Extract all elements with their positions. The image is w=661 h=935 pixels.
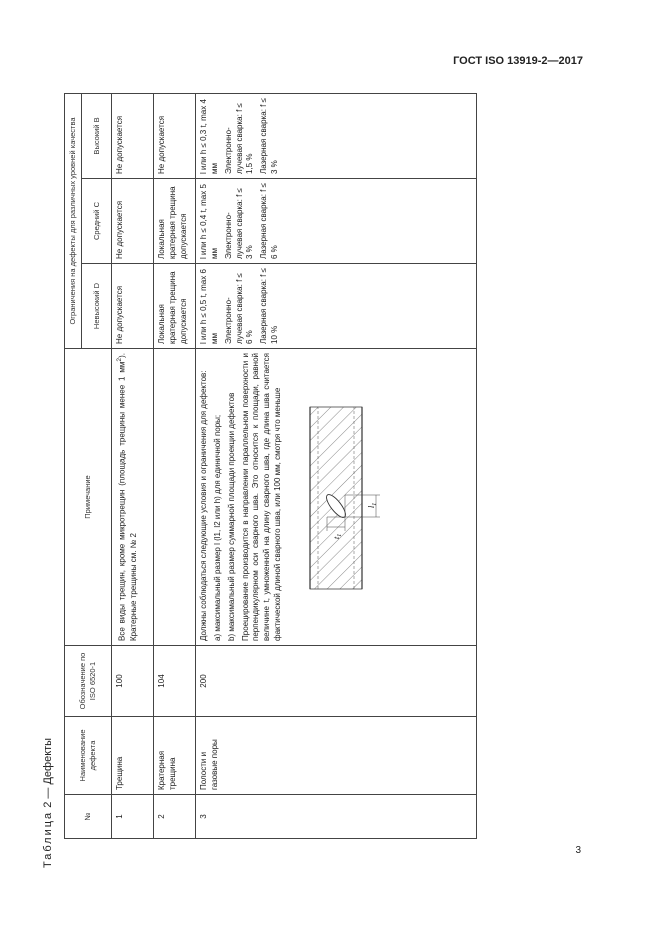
note-paragraph: a) максимальный размер l (l1, l2 или h) для единичной поры; xyxy=(212,414,222,641)
limit-line: Электронно-лучевая сварка: f ≤ 1,5 % xyxy=(223,103,255,174)
limit-d: Не допускается xyxy=(112,264,154,349)
limit-line: l или h ≤ 0,4 t, max 5 мм xyxy=(199,184,219,259)
limit-line: Лазерная сварка: f ≤ 3 % xyxy=(259,98,279,174)
defects-table-rotated xyxy=(64,94,477,839)
header-level-b: Высокий B xyxy=(82,93,112,178)
caption-prefix: Таблица xyxy=(42,810,54,868)
label-l: $l_1$ xyxy=(366,502,378,508)
note-text-b: ). Кратерные трещины см. № 2 xyxy=(117,353,138,641)
defect-name: Трещина xyxy=(112,717,154,795)
limit-line: Лазерная сварка: f ≤ 10 % xyxy=(259,268,279,344)
limit-line: l или h ≤ 0,3 t, max 4 мм xyxy=(199,99,219,174)
header-defect-name: Наименование дефекта xyxy=(65,717,112,795)
table-row xyxy=(112,93,154,838)
header-iso-ref: Обозначение по ISO 6520-1 xyxy=(65,646,112,717)
limit-d: Локальная кратерная трещина допускается xyxy=(154,264,196,349)
header-note: Примечание xyxy=(65,349,112,646)
limit-line: Электронно-лучевая сварка: f ≤ 6 % xyxy=(223,273,255,344)
document-code: ГОСТ ISO 13919-2—2017 xyxy=(453,55,583,67)
caption-number: 2 xyxy=(42,801,54,808)
limit-line: Электронно-лучевая сварка: f ≤ 3 % xyxy=(223,188,255,259)
limit-b: Не допускается xyxy=(112,93,154,178)
iso-ref: 200 xyxy=(196,646,477,717)
limit-c xyxy=(196,179,477,264)
page-number: 3 xyxy=(575,845,581,856)
limit-d xyxy=(196,264,477,349)
note-paragraph: Должны соблюдаться следующие условия и ограничения для дефектов: xyxy=(199,370,209,641)
table-row xyxy=(196,93,477,838)
limit-b xyxy=(196,93,477,178)
defect-name: Кратерная трещина xyxy=(154,717,196,795)
note-paragraph: Проецирование производится в направлении параллельном поверхности и перпендикулярном оси сварного шва. Это относится к площади, равной величине t, умноженной на длину сварного шва, где длина шва считается фактической длиной сварного шва, или 100 мм, смотря что меньше xyxy=(240,353,282,641)
note-cell xyxy=(154,349,196,646)
iso-ref: 104 xyxy=(154,646,196,717)
row-number: 3 xyxy=(196,795,477,839)
header-level-c: Средний C xyxy=(82,179,112,264)
caption-title: Дефекты xyxy=(42,737,54,785)
limit-line: l или h ≤ 0,5 t, max 6 мм xyxy=(199,269,219,344)
porosity-diagram xyxy=(290,401,382,601)
row-number: 1 xyxy=(112,795,154,839)
note-sup: 2 xyxy=(116,357,124,362)
table-row xyxy=(154,93,196,838)
note-text-a: Все виды трещин, кроме микротрещин (площадь трещины менее 1 мм xyxy=(117,361,127,641)
limit-line: Лазерная сварка: f ≤ 6 % xyxy=(259,183,279,259)
header-limits: Ограничения на дефекты для различных уровней качества xyxy=(65,93,82,348)
header-level-d: Невысокий D xyxy=(82,264,112,349)
caption-dash: — xyxy=(42,784,54,802)
iso-ref: 100 xyxy=(112,646,154,717)
label-t: $t_1$ xyxy=(331,533,343,539)
limit-c: Не допускается xyxy=(112,179,154,264)
note-paragraph: b) максимальный размер суммарной площади проекции дефектов xyxy=(226,392,236,641)
defect-name: Полости и газовые поры xyxy=(196,717,477,795)
note-cell xyxy=(196,349,477,646)
table-caption xyxy=(42,708,54,868)
note-cell xyxy=(112,349,154,646)
limit-c: Локальная кратерная трещина допускается xyxy=(154,179,196,264)
row-number: 2 xyxy=(154,795,196,839)
limit-b: Не допускается xyxy=(154,93,196,178)
defects-table xyxy=(64,93,477,839)
header-no: № xyxy=(65,795,112,839)
